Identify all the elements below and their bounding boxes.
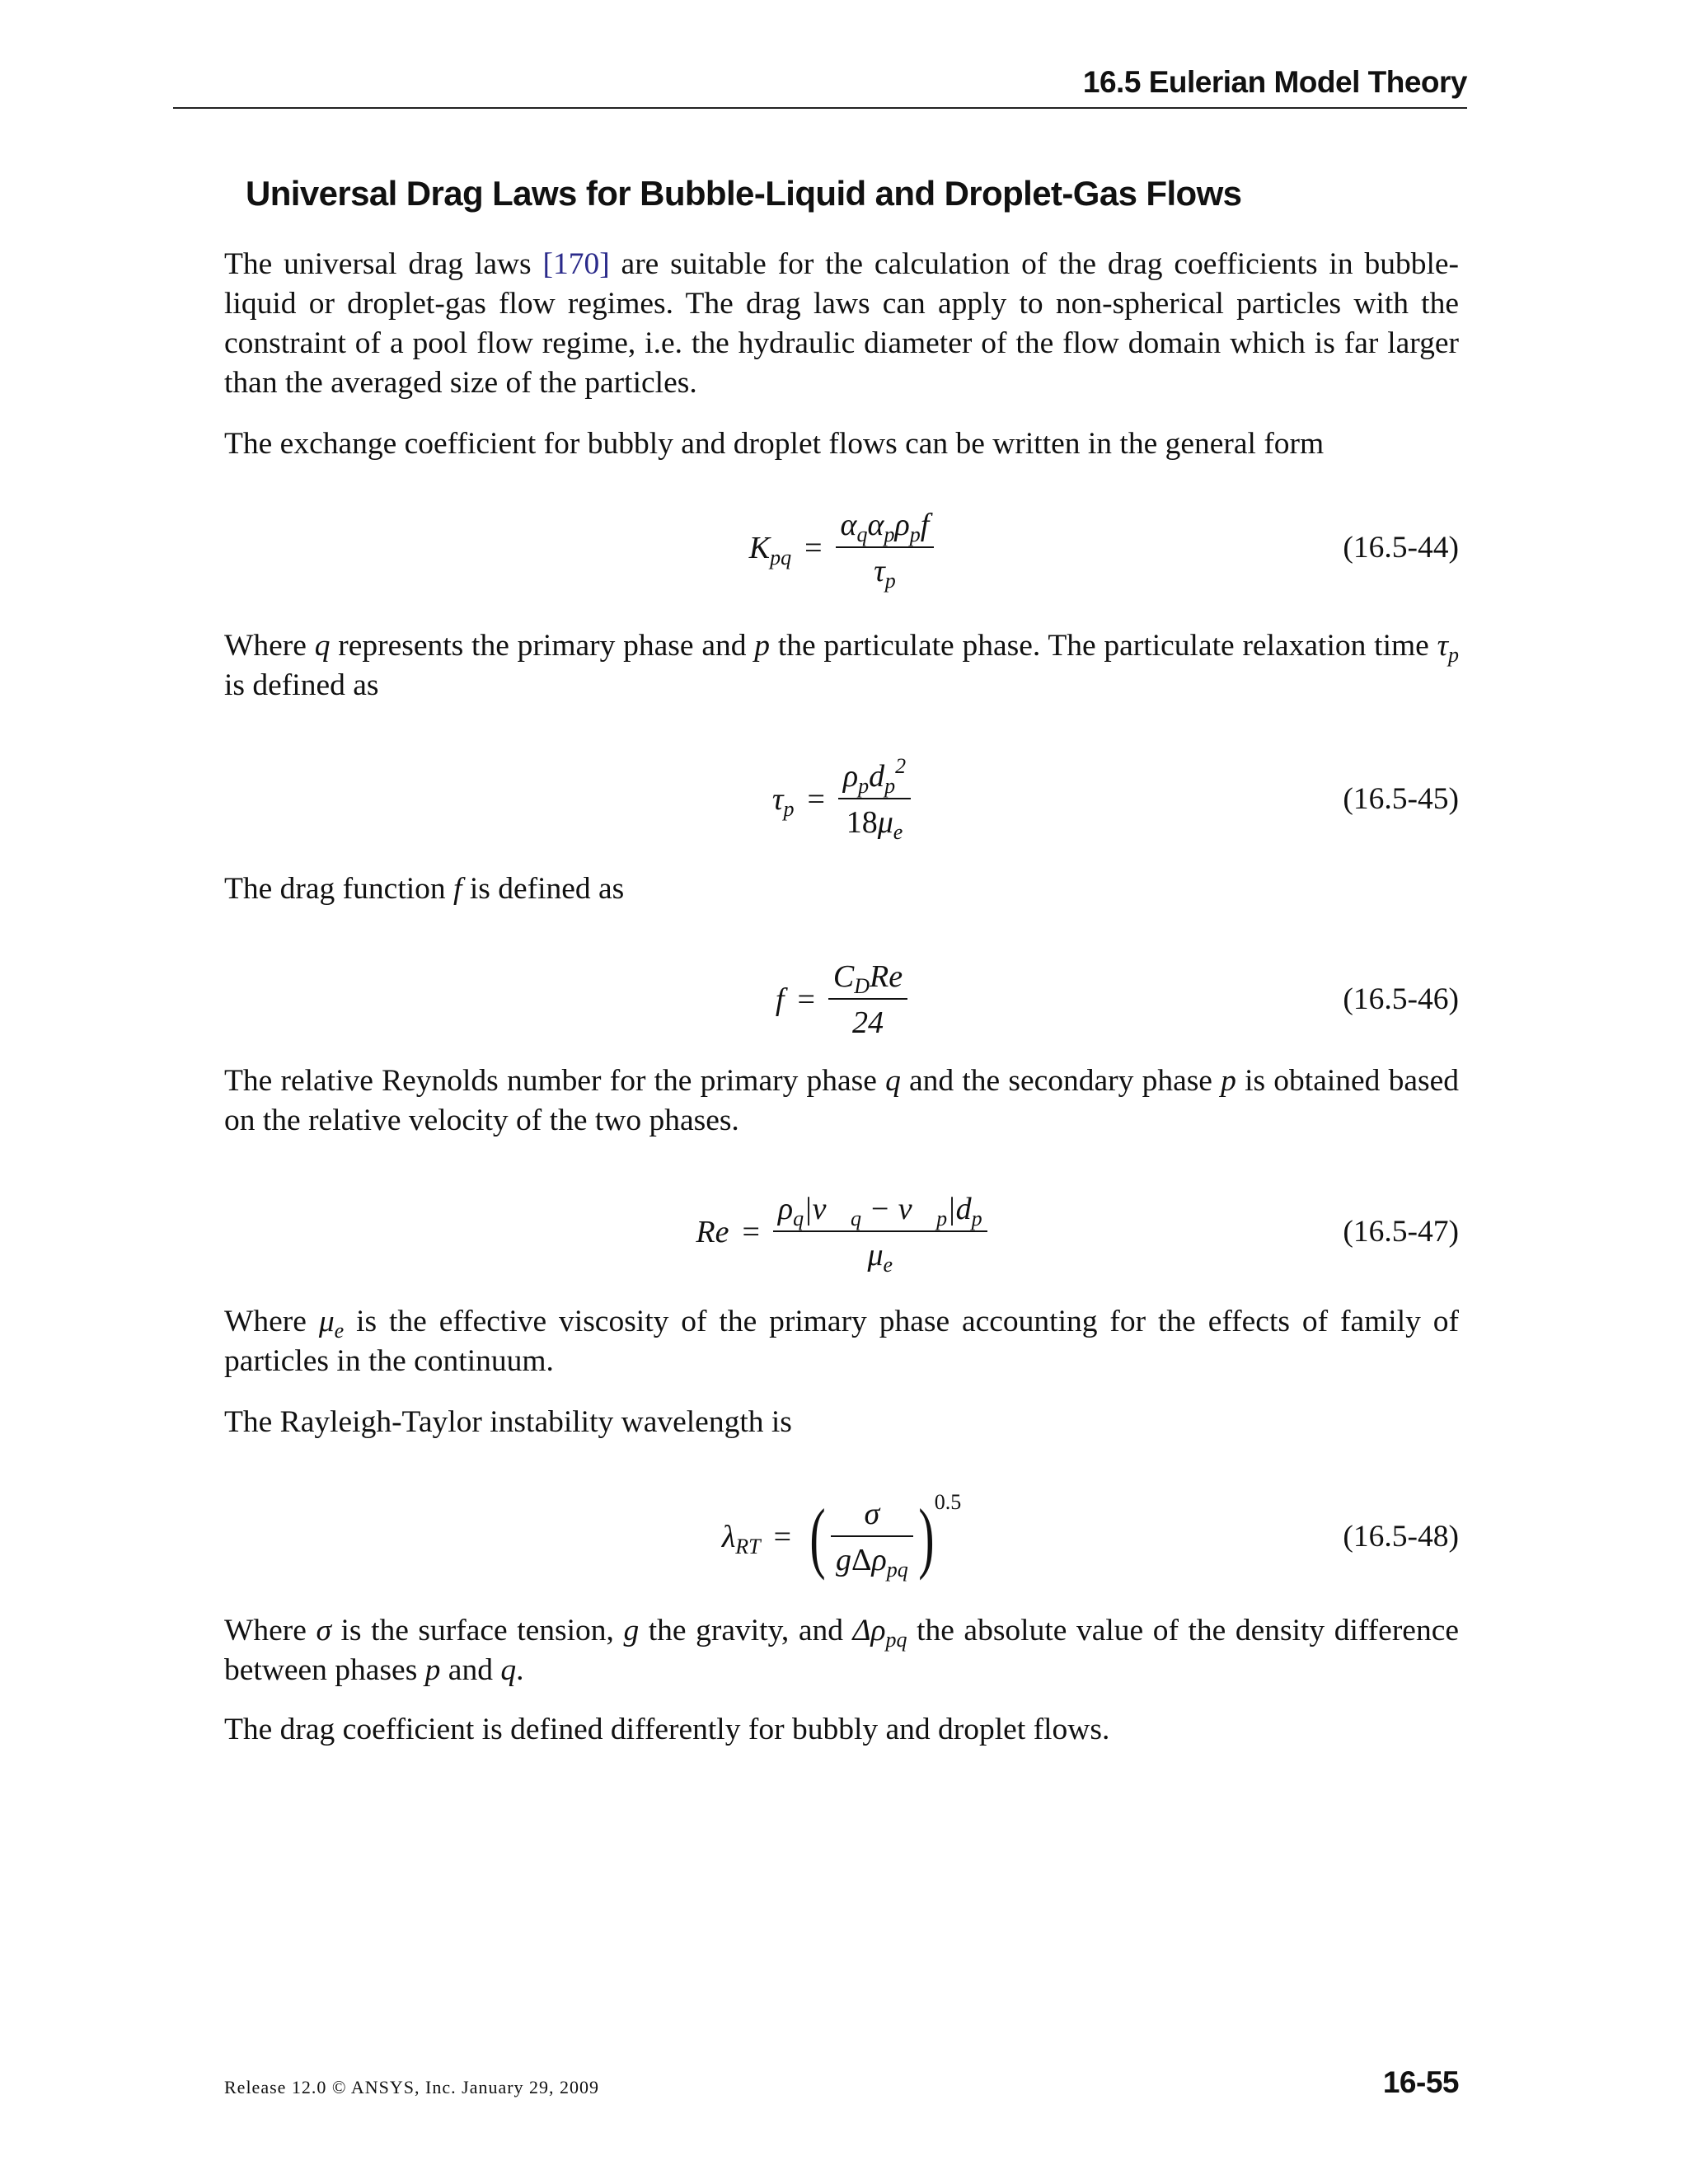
- page-number: 16-55: [1382, 2065, 1459, 2099]
- paragraph-rayleigh-taylor: The Rayleigh-Taylor instability wavelength is: [224, 1405, 792, 1439]
- equation-lhs: $\lambda_{RT}$: [721, 1520, 761, 1558]
- equation-number: (16.5-45): [1343, 782, 1459, 816]
- denominator: $18\mu_e$: [846, 805, 903, 844]
- fraction: [836, 507, 935, 593]
- paragraph-effective-viscosity: Where $\mu_e$ is the effective viscosity of the primary phase accounting for the effects of family of particles in the continuum.: [224, 1305, 1459, 1378]
- paragraph-intro: [224, 245, 1459, 403]
- denominator: 24: [852, 1005, 884, 1040]
- text: The universal drag laws: [224, 247, 543, 281]
- denominator: gΔρ$_{pq}$: [836, 1543, 908, 1582]
- exponent: 0.5: [934, 1490, 962, 1514]
- equation-lhs: f: [775, 982, 785, 1017]
- left-parenthesis: (: [809, 1493, 826, 1581]
- paragraph-drag-function: The drag function f is defined as: [224, 872, 625, 906]
- section-title: Universal Drag Laws for Bubble-Liquid and Droplet-Gas Flows: [246, 174, 1242, 213]
- equation-lhs: Re: [696, 1215, 729, 1249]
- equation-body: [224, 494, 1459, 602]
- running-header: 16.5 Eulerian Model Theory: [1082, 65, 1467, 99]
- equation-16-5-46: [224, 946, 1459, 1053]
- paragraph-reynolds: The relative Reynolds number for the primary phase q and the secondary phase p is obtained based on the relative velocity of the two phases.: [224, 1064, 1459, 1137]
- equals-sign: =: [773, 1520, 792, 1554]
- right-parenthesis: ): [918, 1493, 935, 1581]
- equation-number: (16.5-48): [1343, 1520, 1459, 1554]
- fraction: [828, 958, 907, 1041]
- footer-release: Release 12.0 © ANSYS, Inc. January 29, 2009: [224, 2077, 600, 2097]
- numerator: $\rho_q|v⃗_q$ − $v⃗_p|d_p$: [777, 1192, 982, 1230]
- equation-16-5-45: [224, 746, 1459, 853]
- text: are suitable for the calculation of the drag coefficients in bubble-liquid or droplet-gas flow regimes. The drag laws can apply to non-spherical particles with the constraint of a pool flow regime, i.e. the hydraulic diameter of the flow domain which is far larger than the averaged size of the particles.: [224, 247, 1459, 400]
- header-rule: [173, 107, 1467, 109]
- numerator: σ: [864, 1497, 880, 1531]
- equation-body: [224, 1483, 1459, 1591]
- paragraph-surface-tension: Where σ is the surface tension, g the gravity, and $\Delta\rho_{pq}$ the absolute value of the density difference between phases p and q.: [224, 1614, 1459, 1687]
- equals-sign: =: [797, 982, 815, 1017]
- equation-body: [224, 746, 1459, 853]
- equation-number: (16.5-46): [1343, 982, 1459, 1016]
- paragraph-exchange-coefficient: The exchange coefficient for bubbly and droplet flows can be written in the general form: [224, 427, 1325, 461]
- paragraph-relaxation-time: Where q represents the primary phase and p the particulate phase. The particulate relaxation time $\tau_p$ is defined as: [224, 629, 1460, 702]
- equation-lhs: $K_{pq}$: [748, 531, 792, 569]
- paragraph-drag-coefficient: The drag coefficient is defined differently for bubbly and droplet flows.: [224, 1713, 1110, 1746]
- equals-sign: =: [804, 531, 823, 565]
- denominator: $\mu_e$: [867, 1238, 893, 1277]
- fraction: [773, 1191, 987, 1277]
- equation-16-5-47: [224, 1179, 1459, 1286]
- equation-lhs: $\tau_p$: [771, 782, 795, 821]
- equation-number: (16.5-44): [1343, 531, 1459, 565]
- fraction: [831, 1496, 913, 1582]
- numerator: $C_DRe$: [832, 959, 903, 998]
- equals-sign: =: [807, 782, 825, 817]
- equation-body: [224, 1179, 1459, 1286]
- numerator: $\alpha_q\alpha_p\rho_pf$: [840, 508, 930, 546]
- numerator: $\rho_pd_p^2$: [842, 754, 907, 798]
- equation-16-5-48: [224, 1483, 1459, 1591]
- equation-body: [224, 946, 1459, 1053]
- equation-number: (16.5-47): [1343, 1215, 1459, 1249]
- equals-sign: =: [742, 1215, 760, 1249]
- denominator: $\tau_p$: [874, 554, 896, 593]
- fraction: [838, 754, 911, 844]
- citation-link[interactable]: [170]: [542, 247, 610, 281]
- equation-16-5-44: [224, 494, 1459, 602]
